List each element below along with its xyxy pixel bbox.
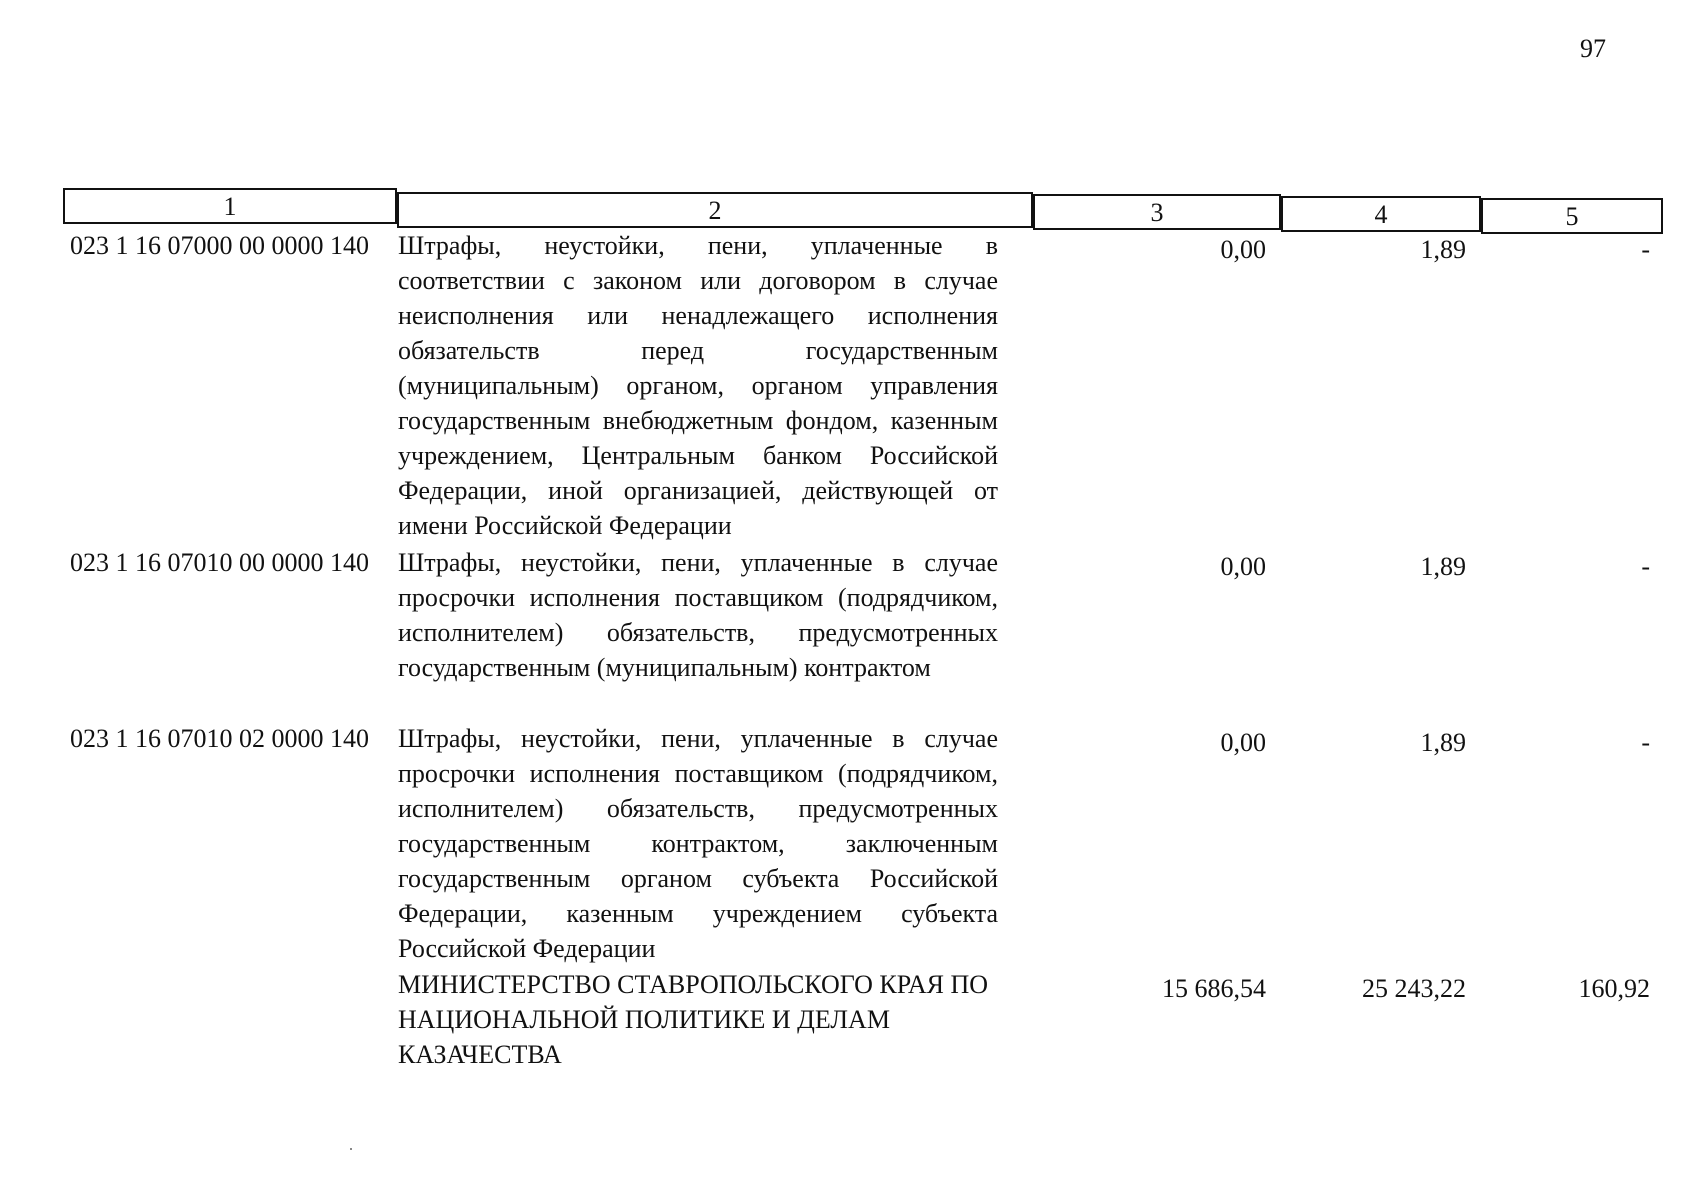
row-description: МИНИСТЕРСТВО СТАВРОПОЛЬСКОГО КРАЯ ПО НАЦИОНАЛЬНОЙ ПОЛИТИКЕ И ДЕЛАМ КАЗАЧЕСТВА [398,970,989,1069]
row-description: Штрафы, неустойки, пени, уплаченные в случае просрочки исполнения поставщиком (подрядчиком, исполнителем) обязательств, предусмотренных государственным (муниципальным) контрактом [398,548,998,682]
scan-speck [350,1148,352,1150]
page-number: 97 [1580,34,1606,63]
column-header-2: 2 [397,192,1033,228]
value-col4: 1,89 [1420,235,1466,264]
value-col5: - [1641,552,1650,581]
row-description: Штрафы, неустойки, пени, уплаченные в случае просрочки исполнения поставщиком (подрядчиком, исполнителем) обязательств, предусмотренных государственным контрактом, заключенным государственным органом субъекта Российской Федерации, казенным учреждением субъекта Российской Федерации [398,724,998,963]
value-col3: 0,00 [1220,235,1266,264]
column-header-5: 5 [1481,198,1663,234]
column-header-1: 1 [63,188,397,224]
value-col4: 1,89 [1420,552,1466,581]
budget-code: 023 1 16 07010 02 0000 140 [70,724,369,753]
value-col5: - [1641,728,1650,757]
budget-code: 023 1 16 07010 00 0000 140 [70,548,369,577]
value-col5: 160,92 [1578,974,1650,1003]
row-description: Штрафы, неустойки, пени, уплаченные в соответствии с законом или договором в случае неисполнения или ненадлежащего исполнения обязательств перед государственным (муниципальным) органом, органом управления государственным внебюджетным фондом, казенным учреждением, Центральным банком Российской Федерации, иной организацией, действующей от имени Российской Федерации [398,231,998,540]
value-col3: 0,00 [1220,552,1266,581]
column-header-4: 4 [1281,196,1481,232]
value-col3: 15 686,54 [1162,974,1266,1003]
budget-code: 023 1 16 07000 00 0000 140 [70,231,369,260]
value-col4: 1,89 [1420,728,1466,757]
value-col3: 0,00 [1220,728,1266,757]
value-col5: - [1641,235,1650,264]
value-col4: 25 243,22 [1362,974,1466,1003]
column-header-3: 3 [1033,194,1281,230]
